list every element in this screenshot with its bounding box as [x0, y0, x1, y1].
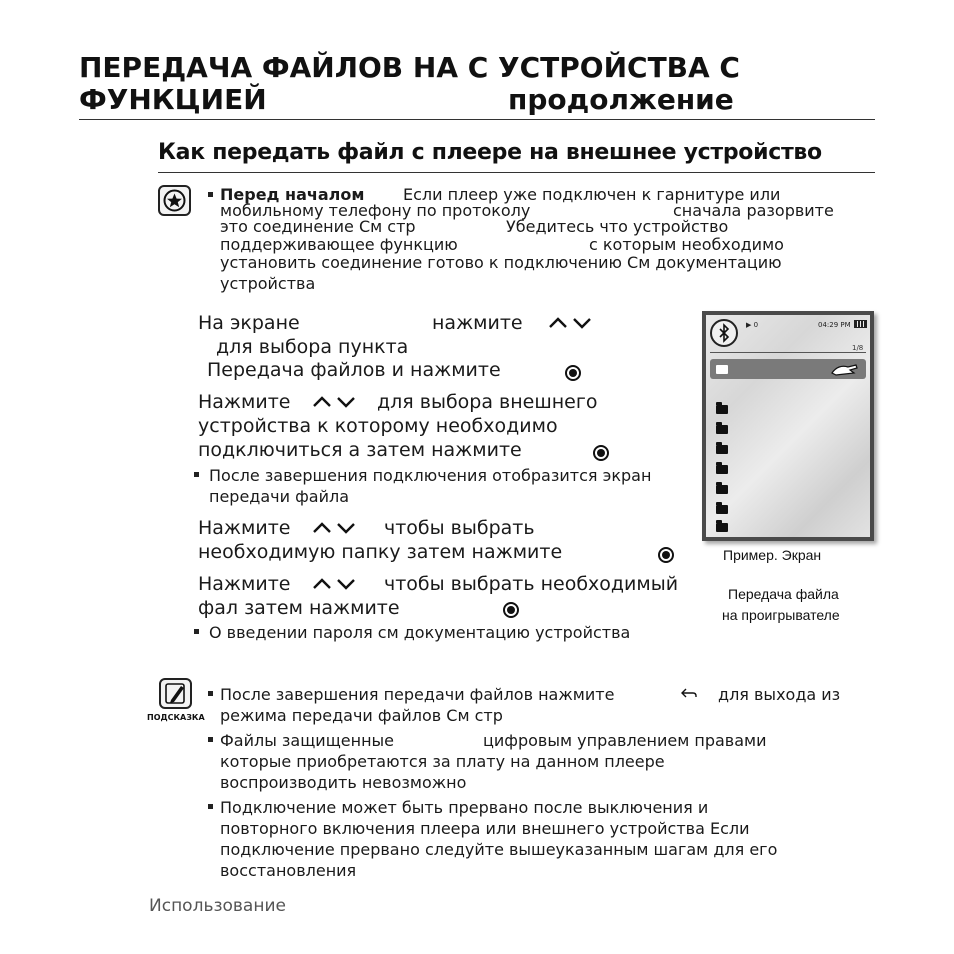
screen-caption: Пример. Экран	[723, 547, 822, 563]
page-title-line2-left: ФУНКЦИЕЙ	[79, 83, 267, 116]
note-line: установить соединение готово к подключению См документацию	[220, 253, 782, 272]
note-line: Убедитесь что устройство	[506, 217, 729, 236]
folder-icon	[716, 485, 728, 494]
folder-icon	[716, 445, 728, 454]
step2-text: Нажмите	[198, 391, 291, 413]
section-rule	[158, 172, 875, 173]
step2-note-bullet	[194, 472, 199, 477]
step2-note: После завершения подключения отобразится экран	[209, 466, 652, 485]
step4-note-bullet	[194, 629, 199, 634]
hand-pointer-icon	[830, 361, 860, 377]
note-line: устройства	[220, 274, 316, 293]
step4-text: чтобы выбрать необходимый	[384, 573, 679, 595]
up-down-icon	[548, 316, 592, 330]
folder-icon	[716, 465, 728, 474]
step1-text: На экране	[198, 312, 300, 334]
status-time: 04:29 PM	[818, 321, 851, 329]
folder-icon	[716, 365, 728, 374]
tip-text: восстановления	[220, 861, 357, 880]
tip-text: Файлы защищенные	[220, 731, 395, 750]
tip-text: подключение прервано следуйте вышеуказанным шагам для его	[220, 840, 778, 859]
note-line: это соединение См стр	[220, 217, 416, 236]
folder-icon	[716, 505, 728, 514]
step2-text: для выбора внешнего	[377, 391, 598, 413]
note-bullet	[208, 192, 213, 197]
step2-text: устройства к которому необходимо	[198, 415, 558, 437]
step3-text: чтобы выбрать	[384, 517, 535, 539]
select-button-icon	[565, 365, 581, 381]
section-title: Как передать файл с плеере на внешнее устройство	[158, 140, 822, 165]
note-line: Если плеер уже подключен к гарнитуре или	[403, 185, 781, 204]
step4-note: О введении пароля см документацию устройства	[209, 623, 631, 642]
folder-icon	[716, 425, 728, 434]
back-icon	[678, 686, 698, 700]
up-down-icon	[312, 395, 356, 409]
tip-text: повторного включения плеера или внешнего устройства Если	[220, 819, 750, 838]
note-line: мобильному телефону по протоколу	[220, 201, 531, 220]
tip-text: режима передачи файлов См стр	[220, 706, 503, 725]
step1-text: для выбора пункта	[216, 336, 409, 358]
tip-label: ПОДСКАЗКА	[147, 713, 205, 722]
select-button-icon	[658, 547, 674, 563]
note-line: сначала разорвите	[673, 201, 834, 220]
screen-caption: на проигрывателе	[722, 607, 840, 623]
tip-text: для выхода из	[718, 685, 841, 704]
note-before-start: Перед началом	[220, 185, 365, 204]
status-play: ▶ 0	[746, 321, 759, 329]
tip-bullet	[208, 804, 213, 809]
screen-divider	[710, 352, 866, 353]
step1-text: нажмите	[432, 312, 523, 334]
step3-text: Нажмите	[198, 517, 291, 539]
step4-text: Нажмите	[198, 573, 291, 595]
folder-icon	[716, 523, 728, 532]
step4-text: фал затем нажмите	[198, 597, 400, 619]
star-icon	[158, 185, 191, 216]
tip-text: которые приобретаются за плату на данном плеере	[220, 752, 665, 771]
tip-text: После завершения передачи файлов нажмите	[220, 685, 615, 704]
tip-text: воспроизводить невозможно	[220, 773, 467, 792]
tip-bullet	[208, 691, 213, 696]
step2-note: передачи файла	[209, 487, 350, 506]
note-line: поддерживающее функцию	[220, 235, 458, 254]
page-counter: 1/8	[852, 344, 864, 352]
up-down-icon	[312, 521, 356, 535]
pencil-icon	[159, 678, 192, 709]
step1-text: Передача файлов и нажмите	[207, 359, 501, 381]
step2-text: подключиться а затем нажмите	[198, 439, 522, 461]
tip-text: Подключение может быть прервано после выключения и	[220, 798, 709, 817]
tip-bullet	[208, 737, 213, 742]
note-line: с которым необходимо	[589, 235, 784, 254]
battery-icon	[854, 320, 867, 328]
page-title-continued: продолжение	[508, 83, 734, 116]
device-screen-example	[702, 311, 874, 541]
select-button-icon	[503, 602, 519, 618]
header-rule	[79, 119, 875, 120]
tip-text: цифровым управлением правами	[483, 731, 767, 750]
folder-icon	[716, 405, 728, 414]
bluetooth-icon	[710, 319, 738, 347]
page-title-line1: ПЕРЕДАЧА ФАЙЛОВ НА С УСТРОЙСТВА С	[79, 51, 740, 84]
select-button-icon	[593, 445, 609, 461]
step3-text: необходимую папку затем нажмите	[198, 541, 563, 563]
up-down-icon	[312, 577, 356, 591]
screen-caption: Передача файла	[728, 586, 839, 602]
footer-section-label: Использование	[149, 896, 286, 916]
